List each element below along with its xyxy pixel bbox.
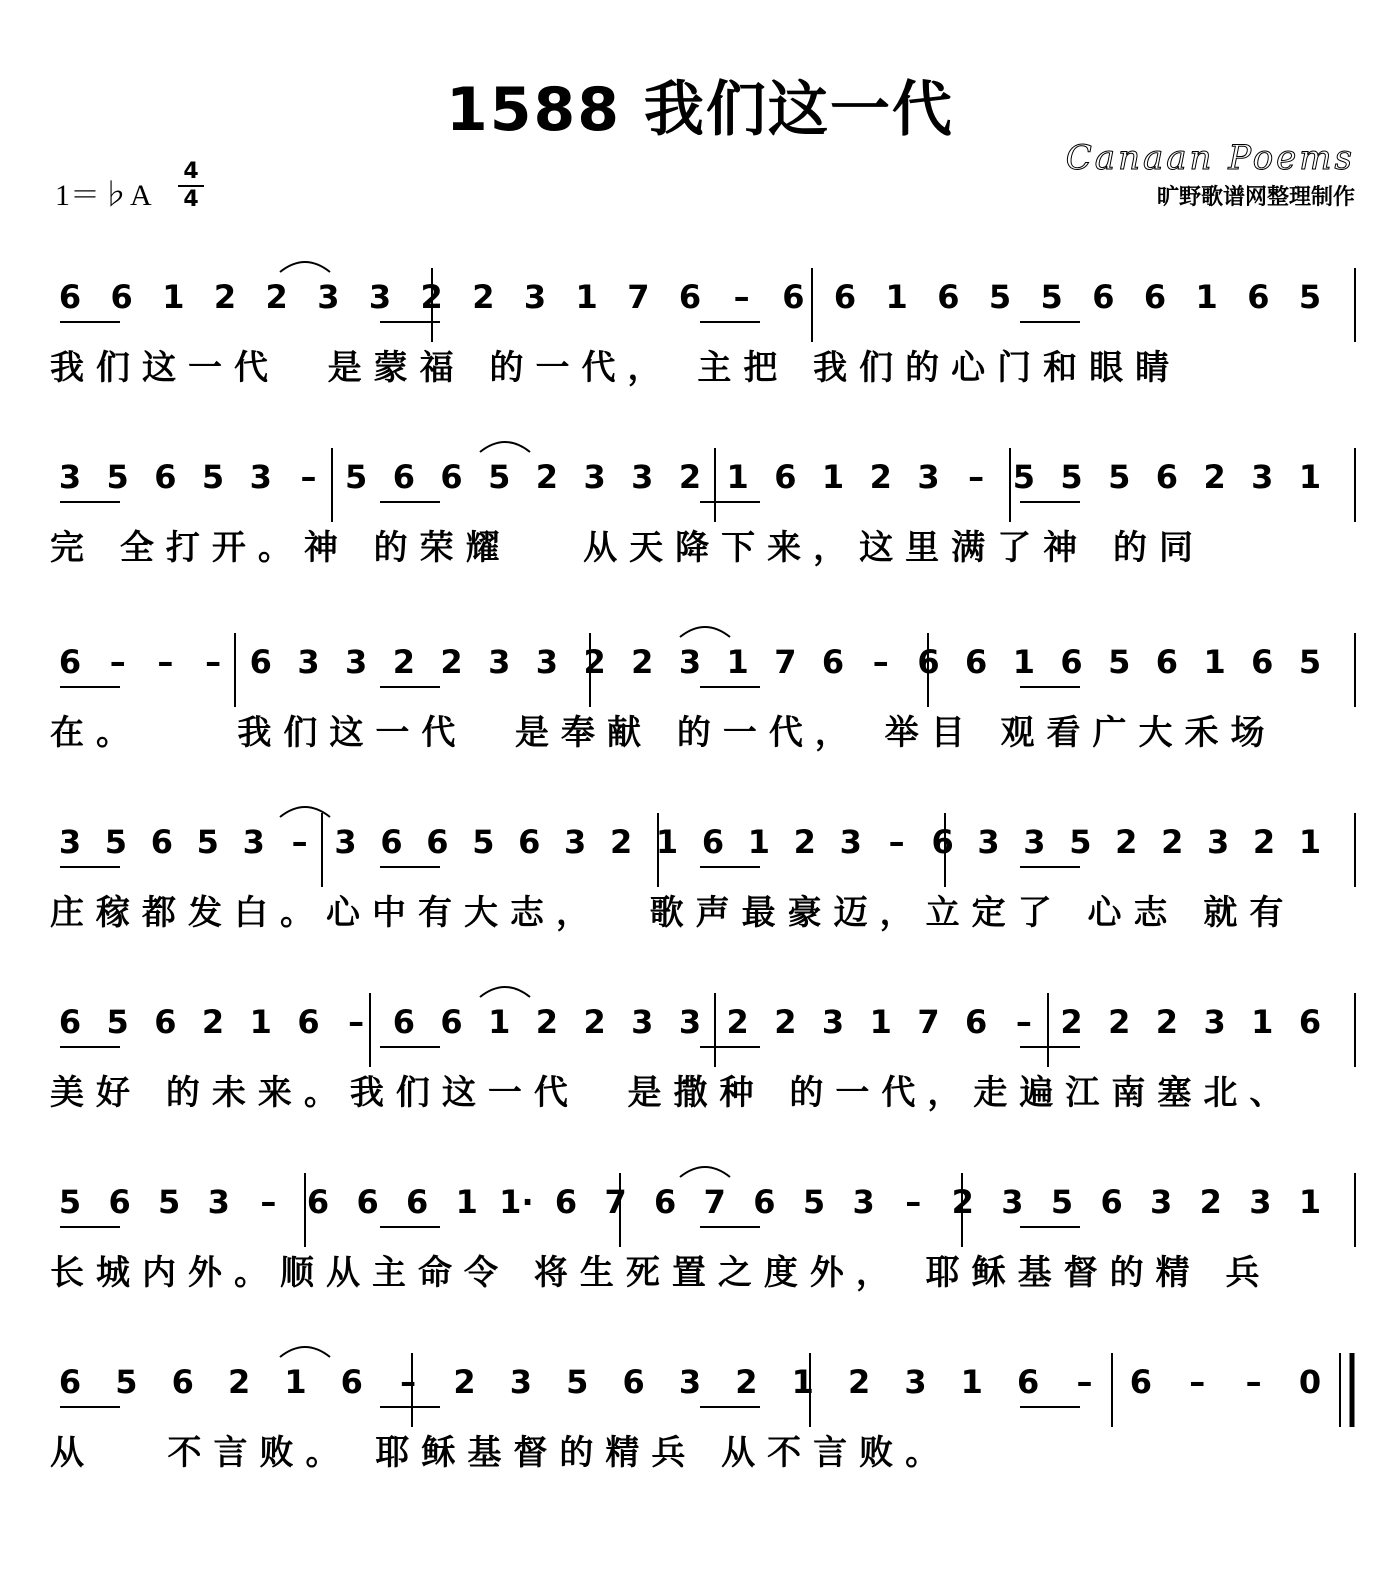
note: 3	[1001, 1183, 1024, 1221]
note: 6	[518, 823, 541, 861]
note: 6	[392, 1003, 415, 1041]
note: 1	[726, 643, 749, 681]
note: 5	[1050, 1183, 1074, 1221]
note: 3	[523, 278, 547, 316]
note: 3	[509, 1363, 533, 1401]
score-row	[0, 985, 1400, 1125]
note: 1	[1195, 278, 1218, 316]
note: 1	[575, 278, 598, 316]
note: 2	[535, 458, 559, 496]
note: 3	[488, 643, 511, 681]
note: 5	[488, 458, 511, 496]
note: 2	[1203, 458, 1226, 496]
note: 5	[472, 823, 495, 861]
note: 1	[821, 458, 845, 496]
note: 2	[631, 643, 654, 681]
note: 5	[1108, 458, 1131, 496]
note: –	[733, 278, 750, 316]
note: 6	[356, 1183, 379, 1221]
note: 6	[1060, 643, 1083, 681]
note: –	[260, 1183, 277, 1221]
note: 6	[1298, 1003, 1322, 1041]
note: 3	[917, 458, 940, 496]
note: 6	[701, 823, 725, 861]
note: –	[291, 823, 308, 861]
note: 3	[535, 643, 559, 681]
note: 6	[678, 278, 702, 316]
note: 6	[1092, 278, 1115, 316]
note: 2	[227, 1363, 251, 1401]
notes-line	[50, 625, 1370, 705]
note: –	[1189, 1363, 1206, 1401]
note: 3	[345, 643, 368, 681]
note: 2	[265, 278, 288, 316]
brand-block	[1066, 138, 1355, 211]
song-title: 1588 我们这一代	[446, 75, 954, 145]
note: 5	[1040, 278, 1063, 316]
note: 6	[1247, 278, 1270, 316]
note: 2	[869, 458, 892, 496]
note: 6	[821, 643, 845, 681]
note: –	[400, 1363, 417, 1401]
note: 3	[334, 823, 357, 861]
note: 6	[426, 823, 449, 861]
note: 3	[631, 1003, 654, 1041]
note: 1	[249, 1003, 272, 1041]
note: 6	[782, 278, 805, 316]
note: 3	[1203, 1003, 1226, 1041]
note: 5	[115, 1363, 138, 1401]
note: 2	[1199, 1183, 1222, 1221]
note: 2	[735, 1363, 758, 1401]
notes-line	[50, 260, 1370, 340]
note: 6	[554, 1183, 578, 1221]
note: 3	[297, 643, 320, 681]
note: 2	[1108, 1003, 1131, 1041]
note: 3	[564, 823, 587, 861]
note: –	[1245, 1363, 1262, 1401]
time-signature-bottom: 4	[183, 187, 199, 212]
score-row	[0, 805, 1400, 945]
note: 3	[678, 1003, 702, 1041]
note: 5	[201, 458, 225, 496]
note: 3	[678, 643, 702, 681]
note: 6	[340, 1363, 363, 1401]
note: 1·	[499, 1183, 534, 1221]
lyric-line: 从 不言败。 耶稣基督的精兵 从不言败。	[50, 1433, 952, 1473]
note: 6	[965, 643, 988, 681]
note: 3	[1023, 823, 1046, 861]
note: 5	[988, 278, 1012, 316]
time-signature-top: 4	[183, 159, 199, 184]
note: 3	[839, 823, 862, 861]
note: 5	[1298, 643, 1322, 681]
note: 5	[104, 823, 128, 861]
note: 1	[960, 1363, 983, 1401]
note: 2	[1060, 1003, 1083, 1041]
note: –	[888, 823, 905, 861]
note: 6	[753, 1183, 776, 1221]
note: 5	[58, 1183, 82, 1221]
note: 6	[58, 1003, 82, 1041]
note: 3	[583, 458, 606, 496]
brand-english: Canaan Poems	[1065, 138, 1355, 178]
note: 6	[58, 278, 82, 316]
note: 1	[791, 1363, 814, 1401]
note: 5	[1108, 643, 1131, 681]
note: 1	[1203, 643, 1226, 681]
note: 2	[726, 1003, 749, 1041]
note: 1	[885, 278, 908, 316]
note: 2	[1115, 823, 1138, 861]
note: 3	[1251, 458, 1274, 496]
note: 6	[297, 1003, 320, 1041]
note: 6	[1143, 278, 1167, 316]
note: 2	[583, 1003, 606, 1041]
note: 1	[869, 1003, 892, 1041]
note: 2	[1252, 823, 1276, 861]
lyric-line: 庄稼都发白。心中有大志， 歌声最豪迈，立定了 心志 就有	[50, 893, 1296, 933]
notes-line	[50, 440, 1370, 520]
note: 6	[1129, 1363, 1153, 1401]
note: 3	[317, 278, 340, 316]
lyric-line: 长城内外。顺从主命令 将生死置之度外， 耶稣基督的精 兵	[50, 1253, 1272, 1293]
note: 5	[1298, 278, 1322, 316]
notes-line	[50, 985, 1370, 1065]
note: 6	[108, 1183, 131, 1221]
note: 1	[455, 1183, 478, 1221]
note: 6	[58, 1363, 82, 1401]
note: 5	[345, 458, 368, 496]
note: 6	[1155, 643, 1179, 681]
note: –	[157, 643, 174, 681]
note: 2	[213, 278, 237, 316]
note: 2	[678, 458, 702, 496]
note: 6	[249, 643, 272, 681]
note: 6	[406, 1183, 429, 1221]
note: 6	[440, 1003, 463, 1041]
note: 7	[774, 643, 797, 681]
note: 6	[154, 1003, 177, 1041]
note: 2	[472, 278, 495, 316]
note: 6	[150, 823, 173, 861]
lyric-line: 美好 的未来。我们这一代 是撒种 的一代，走遍江南塞北、	[50, 1073, 1296, 1113]
note: 3	[249, 458, 272, 496]
note: 3	[207, 1183, 230, 1221]
note: 6	[171, 1363, 194, 1401]
note: 3	[242, 823, 265, 861]
note: 3	[977, 823, 1000, 861]
note: 6	[622, 1363, 645, 1401]
note: 2	[201, 1003, 225, 1041]
note: 2	[1155, 1003, 1179, 1041]
note: 3	[1150, 1183, 1173, 1221]
score-row	[0, 625, 1400, 765]
note: 6	[1155, 458, 1179, 496]
note: 3	[58, 458, 82, 496]
note: 5	[1012, 458, 1035, 496]
lyric-line: 完 全打开。神 的荣耀 从天降下来，这里满了神 的同	[50, 528, 1206, 568]
note: 2	[609, 823, 633, 861]
note: 1	[284, 1363, 307, 1401]
note: 2	[774, 1003, 797, 1041]
note: 2	[847, 1363, 871, 1401]
note: 0	[1298, 1363, 1322, 1401]
note: 6	[931, 823, 954, 861]
note: –	[1015, 1003, 1032, 1041]
note: 6	[965, 1003, 988, 1041]
score-row	[0, 1345, 1400, 1485]
note: 3	[1207, 823, 1230, 861]
key-signature: 1＝♭A	[55, 179, 152, 212]
note: –	[300, 458, 317, 496]
lyric-line: 在。 我们这一代 是奉献 的一代， 举目 观看广大禾场	[50, 713, 1277, 753]
note: 3	[1249, 1183, 1272, 1221]
note: 5	[158, 1183, 181, 1221]
note: 6	[110, 278, 133, 316]
note: 1	[162, 278, 185, 316]
note: 2	[535, 1003, 559, 1041]
note: 3	[58, 823, 82, 861]
note: 6	[58, 643, 82, 681]
note: 6	[654, 1183, 677, 1221]
note: 2	[440, 643, 463, 681]
note: 3	[904, 1363, 927, 1401]
note: 6	[1017, 1363, 1040, 1401]
note: –	[1076, 1363, 1093, 1401]
score-row	[0, 1165, 1400, 1305]
note: 2	[420, 278, 443, 316]
note: –	[205, 643, 222, 681]
notes-line	[50, 805, 1370, 885]
note: 3	[852, 1183, 875, 1221]
note: 6	[774, 458, 797, 496]
note: 1	[488, 1003, 511, 1041]
note: 1	[1012, 643, 1035, 681]
note: –	[872, 643, 889, 681]
note: –	[109, 643, 126, 681]
notes-line	[50, 1165, 1370, 1245]
note: 1	[655, 823, 679, 861]
note: 2	[1161, 823, 1184, 861]
note: 2	[583, 643, 606, 681]
lyric-line: 我们这一代 是蒙福 的一代， 主把 我们的心门和眼睛	[50, 348, 1182, 388]
note: 6	[917, 643, 940, 681]
note: –	[968, 458, 985, 496]
note: 2	[392, 643, 415, 681]
note: 6	[937, 278, 960, 316]
note: 5	[196, 823, 219, 861]
note: 5	[1060, 458, 1083, 496]
note: 7	[604, 1183, 627, 1221]
note: 1	[1251, 1003, 1274, 1041]
note: 7	[917, 1003, 940, 1041]
note: –	[905, 1183, 922, 1221]
score-row	[0, 440, 1400, 580]
note: 6	[306, 1183, 330, 1221]
note: 6	[833, 278, 857, 316]
note: 6	[440, 458, 463, 496]
note: 6	[380, 823, 403, 861]
note: 2	[793, 823, 816, 861]
note: 1	[1298, 458, 1322, 496]
note: 3	[631, 458, 654, 496]
note: 6	[392, 458, 415, 496]
note: 1	[1298, 1183, 1322, 1221]
note: 2	[453, 1363, 476, 1401]
note: 2	[951, 1183, 974, 1221]
note: 6	[154, 458, 177, 496]
note: 7	[627, 278, 650, 316]
note: 5	[802, 1183, 826, 1221]
time-signature	[178, 160, 204, 212]
note: 5	[106, 1003, 129, 1041]
note: 7	[703, 1183, 726, 1221]
note: 3	[678, 1363, 702, 1401]
note: 1	[1298, 823, 1322, 861]
note: 1	[747, 823, 771, 861]
score-row	[0, 260, 1400, 400]
note: 6	[1100, 1183, 1123, 1221]
notes-line	[50, 1345, 1370, 1425]
note: 5	[1069, 823, 1092, 861]
note: –	[348, 1003, 365, 1041]
note: 3	[821, 1003, 845, 1041]
note: 1	[726, 458, 749, 496]
note: 3	[368, 278, 392, 316]
note: 5	[106, 458, 129, 496]
note: 5	[566, 1363, 589, 1401]
brand-chinese: 旷野歌谱网整理制作	[1156, 185, 1355, 210]
note: 6	[1251, 643, 1274, 681]
